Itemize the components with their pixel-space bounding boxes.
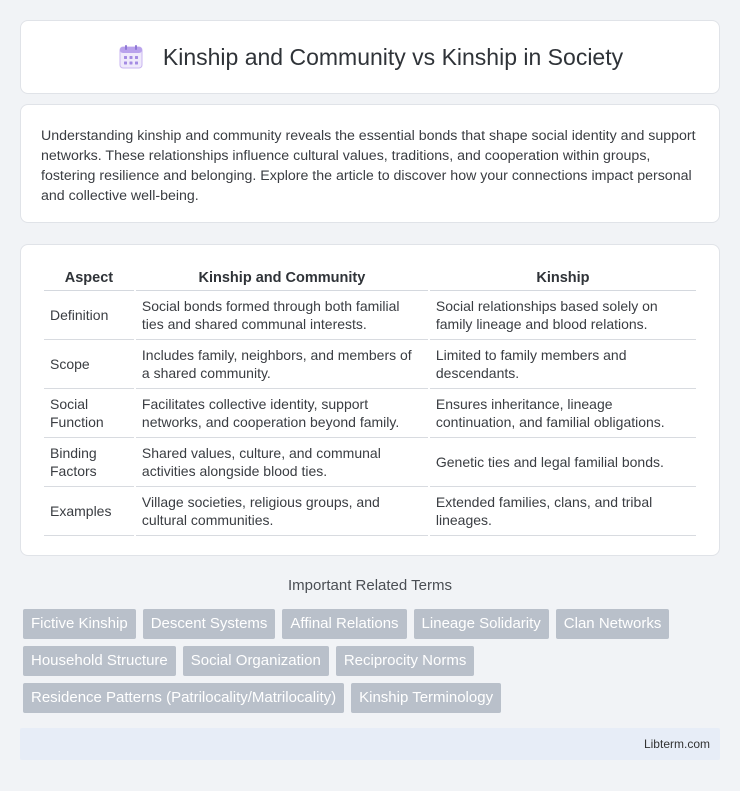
intro-card [20, 104, 720, 223]
calendar-icon [117, 43, 145, 71]
footer-site-link[interactable]: Libterm.com [643, 737, 710, 751]
header-aspect: Aspect [44, 265, 134, 291]
related-term-tag[interactable]: Affinal Relations [282, 609, 406, 639]
table-cell: Shared values, culture, and communal activities alongside blood ties. [136, 438, 428, 487]
table-cell: Social relationships based solely on family lineage and blood relations. [430, 291, 696, 340]
related-term-tag[interactable]: Fictive Kinship [23, 609, 136, 639]
comparison-table-card [20, 244, 720, 556]
header-kinship: Kinship [430, 265, 696, 291]
table-cell-aspect: Definition [44, 291, 134, 340]
table-cell: Village societies, religious groups, and cultural communities. [136, 487, 428, 536]
related-term-tag[interactable]: Kinship Terminology [351, 683, 501, 713]
table-cell-aspect: Binding Factors [44, 438, 134, 487]
table-row [44, 291, 696, 340]
table-cell: Includes family, neighbors, and members of a shared community. [136, 340, 428, 389]
header-kinship-community: Kinship and Community [136, 265, 428, 291]
related-terms-heading: Important Related Terms [288, 577, 452, 594]
table-cell-aspect: Scope [44, 340, 134, 389]
related-term-tag[interactable]: Residence Patterns (Patrilocality/Matrilocality) [23, 683, 344, 713]
table-row [44, 487, 696, 536]
table-cell: Facilitates collective identity, support networks, and cooperation beyond family. [136, 389, 428, 438]
title-card [20, 20, 720, 94]
related-term-tag[interactable]: Lineage Solidarity [414, 609, 549, 639]
table-cell-aspect: Examples [44, 487, 134, 536]
table-row [44, 438, 696, 487]
footer [20, 728, 720, 760]
intro-text: Understanding kinship and community reveals the essential bonds that shape social identity and support networks. These relationships influence cultural values, traditions, and cooperation within groups, fostering resilience and belonging. Explore the article to discover how your connections impact personal and collective well-being. [41, 128, 696, 204]
related-term-tag[interactable]: Reciprocity Norms [336, 646, 475, 676]
table-cell: Extended families, clans, and tribal lineages. [430, 487, 696, 536]
table-cell: Genetic ties and legal familial bonds. [430, 438, 696, 487]
page-title: Kinship and Community vs Kinship in Society [162, 43, 624, 70]
table-cell: Ensures inheritance, lineage continuation, and familial obligations. [430, 389, 696, 438]
table-cell: Limited to family members and descendants. [430, 340, 696, 389]
related-term-tag[interactable]: Social Organization [183, 646, 329, 676]
related-term-tag[interactable]: Household Structure [23, 646, 176, 676]
table-row [44, 389, 696, 438]
related-terms-list [23, 609, 723, 713]
comparison-table [42, 265, 698, 536]
related-term-tag[interactable]: Clan Networks [556, 609, 670, 639]
table-header-row [44, 265, 696, 291]
related-term-tag[interactable]: Descent Systems [143, 609, 276, 639]
table-cell-aspect: Social Function [44, 389, 134, 438]
table-row [44, 340, 696, 389]
table-cell: Social bonds formed through both familial ties and shared communal interests. [136, 291, 428, 340]
